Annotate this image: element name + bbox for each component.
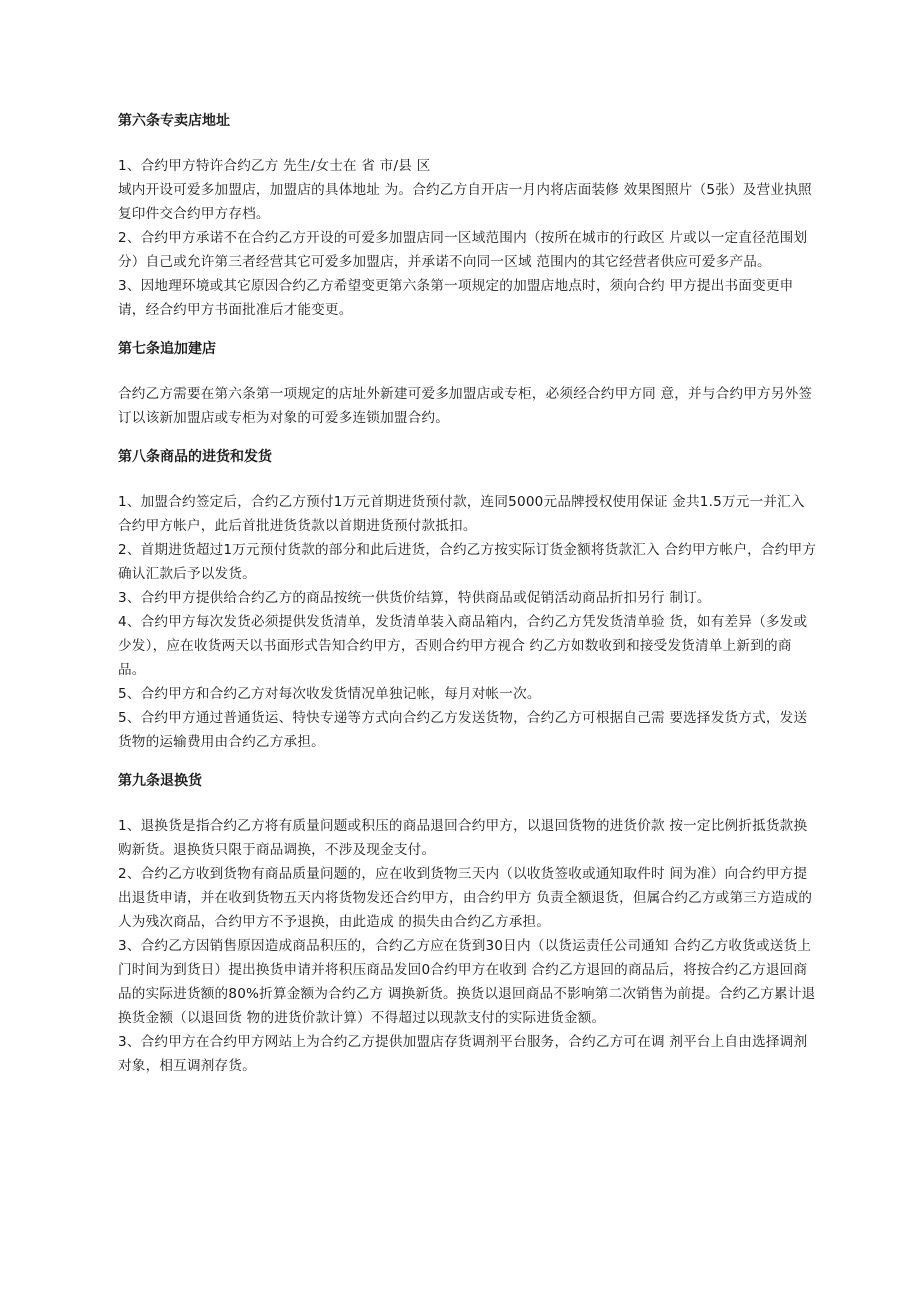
paragraph: 3、因地理环境或其它原因合约乙方希望变更第六条第一项规定的加盟店地点时，须向合约 甲方提出书面变更申请，经合约甲方书面批准后才能变更。: [118, 278, 794, 318]
paragraph: 4、合约甲方每次发货必须提供发货清单，发货清单装入商品箱内，合约乙方凭发货清单验 货，如有差异（多发或少发），应在收货两天以书面形式告知合约甲方，否则合约甲方视合 约乙方如数收到和接受发货清单上新到的商品。: [118, 614, 808, 678]
section-heading: 第六条专卖店地址: [118, 113, 230, 129]
paragraph: 域内开设可爱多加盟店，加盟店的具体地址 为。合约乙方自开店一月内将店面装修 效果图照片（5张）及营业执照复印件交合约甲方存档。: [118, 182, 812, 222]
section-heading: 第九条退换货: [118, 773, 202, 789]
paragraph: 合约乙方需要在第六条第一项规定的店址外新建可爱多加盟店或专柜，必须经合约甲方同 意，并与合约甲方另外签订以该新加盟店或专柜为对象的可爱多连锁加盟合约。: [118, 386, 813, 426]
paragraph: 3、合约甲方在合约甲方网站上为合约乙方提供加盟店存货调剂平台服务，合约乙方可在调 剂平台上自由选择调剂对象，相互调剂存货。: [118, 1034, 808, 1074]
paragraph: 1、合约甲方特许合约乙方 先生/女士在 省 市/县 区: [118, 158, 431, 174]
paragraph: 5、合约甲方和合约乙方对每次收发货情况单独记帐，每月对帐一次。: [118, 686, 541, 702]
section-article-7: [118, 336, 818, 430]
section-article-8: [118, 444, 818, 754]
document-page: [118, 108, 818, 1092]
section-heading: 第八条商品的进货和发货: [118, 449, 272, 465]
paragraph: 2、首期进货超过1万元预付货款的部分和此后进货，合约乙方按实际订货金额将货款汇入 合约甲方帐户，合约甲方确认汇款后予以发货。: [118, 542, 817, 582]
paragraph: 3、合约甲方提供给合约乙方的商品按统一供货价结算，特供商品或促销活动商品折扣另行 制订。: [118, 590, 711, 606]
paragraph: 1、退换货是指合约乙方将有质量问题或积压的商品退回合约甲方，以退回货物的进货价款 按一定比例折抵货款换购新货。退换货只限于商品调换，不涉及现金支付。: [118, 818, 808, 858]
section-article-6: [118, 108, 818, 322]
paragraph: 1、加盟合约签定后，合约乙方预付1万元首期进货预付款，连同5000元品牌授权使用保证 金共1.5万元一并汇入合约甲方帐户，此后首批进货货款以首期进货预付款抵扣。: [118, 494, 805, 534]
paragraph: 2、合约乙方收到货物有商品质量问题的，应在收到货物三天内（以收货签收或通知取件时 间为准）向合约甲方提出退货申请，并在收到货物五天内将货物发还合约甲方，由合约甲方 负责全额退货，但属合约乙方或第三方造成的人为残次商品，合约甲方不予退换，由此造成 的损失由合约乙方承担。: [118, 866, 813, 930]
paragraph: 3、合约乙方因销售原因造成商品积压的，合约乙方应在货到30日内（以货运责任公司通知 合约乙方收货或送货上门时间为到货日）提出换货申请并将积压商品发回0合约甲方在收到 合约乙方退回的商品后，将按合约乙方退回商品的实际进货额的80%折算金额为合约乙方 调换新货。换货以退回商品不影响第二次销售为前提。合约乙方累计退换货金额（以退回货 物的进货价款计算）不得超过以现款支付的实际进货金额。: [118, 938, 816, 1026]
section-article-9: [118, 768, 818, 1078]
paragraph: 2、合约甲方承诺不在合约乙方开设的可爱多加盟店同一区域范围内（按所在城市的行政区 片或以一定直径范围划分）自己或允许第三者经营其它可爱多加盟店，并承诺不向同一区域 范围内的其它经营者供应可爱多产品。: [118, 230, 808, 270]
section-heading: 第七条追加建店: [118, 341, 216, 357]
paragraph: 5、合约甲方通过普通货运、特快专递等方式向合约乙方发送货物，合约乙方可根据自己需 要选择发货方式，发送货物的运输费用由合约乙方承担。: [118, 710, 808, 750]
